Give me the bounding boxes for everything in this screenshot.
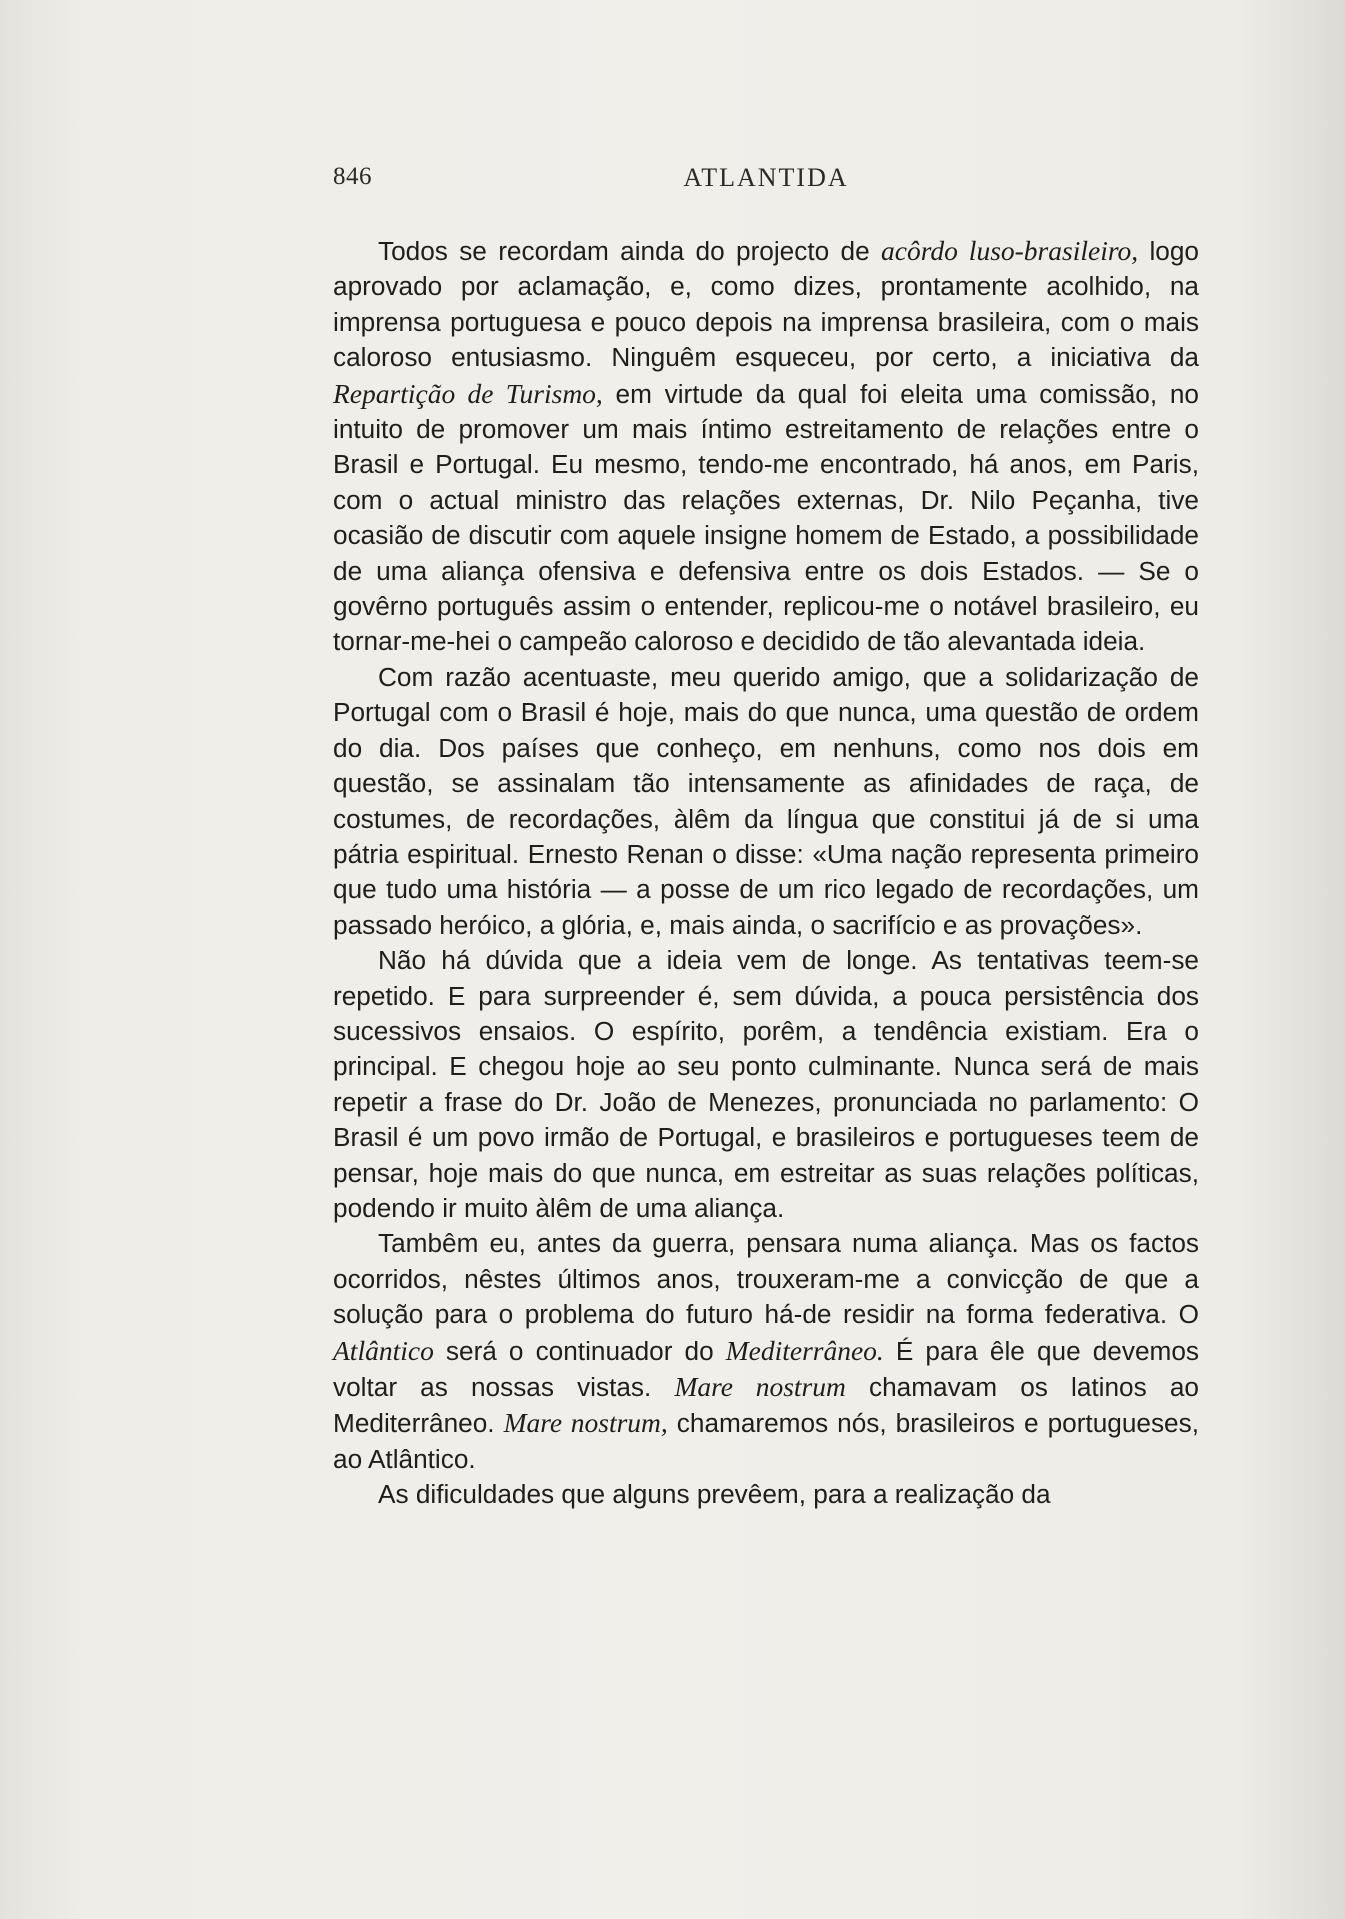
text-run: em virtude da qual foi eleita uma comissão, no intuito de promover um mais íntimo estreitamento de relações entre o Brasil e Portugal. Eu mesmo, tendo-me encontrado, há anos, em Paris, com o actual ministro das relações externas, Dr. Nilo Peçanha, tive ocasião de discutir com aquele insigne homem de Estado, a possibilidade de uma aliança ofensiva e defensiva entre os dois Estados. — Se o govêrno português assim o entender, replicou-me o notável brasileiro, eu tornar-me-hei o campeão caloroso e decidido de tão alevantada ideia. xyxy=(333,378,1199,657)
running-title: ATLANTIDA xyxy=(683,163,849,192)
text-run: Com razão acentuaste, meu querido amigo, que a solidarização de Portugal com o Brasil é hoje, mais do que nunca, uma questão de ordem do dia. Dos países que conheço, em nenhuns, como nos dois em questão, se assinalam tão intensamente as afinidades de raça, de costumes, de recordações, àlêm da língua que constitui já de si uma pátria espiritual. Ernesto Renan o disse: «Uma nação representa primeiro que tudo uma história — a posse de um rico legado de recordações, um passado heróico, a glória, e, mais ainda, o sacrifício e as provações». xyxy=(333,661,1199,940)
page-header xyxy=(333,163,1199,203)
text-run: Não há dúvida que a ideia vem de longe. As tentativas teem-se repetido. E para surpreender é, sem dúvida, a pouca persistência dos sucessivos ensaios. O espírito, porêm, a tendência existiam. Era o principal. E chegou hoje ao seu ponto culminante. Nunca será de mais repetir a frase do Dr. João de Menezes, pronunciada no parlamento: O Brasil é um povo irmão de Portugal, e brasileiros e portugueses teem de pensar, hoje mais do que nunca, em estreitar as suas relações políticas, podendo ir muito àlêm de uma aliança. xyxy=(333,945,1199,1223)
paragraph xyxy=(333,660,1199,943)
text-run: será o continuador do xyxy=(433,1335,726,1366)
paragraph xyxy=(333,233,1199,660)
paragraph xyxy=(333,1477,1199,1512)
text-run: As dificuldades que alguns prevêem, para a realização da xyxy=(378,1479,1051,1510)
text-run: logo aprovado por aclamação, e, como dizes, prontamente acolhido, na imprensa portuguesa e pouco depois na imprensa brasileira, com o mais caloroso entusiasmo. Ninguêm esqueceu, por certo, a iniciativa da xyxy=(333,236,1200,373)
paragraph xyxy=(333,1226,1199,1477)
italic-phrase: Mare nostrum, xyxy=(503,1407,668,1439)
italic-phrase: Mare nostrum xyxy=(674,1371,846,1402)
body-text xyxy=(333,233,1199,1513)
italic-phrase: Repartição de Turismo, xyxy=(333,377,603,409)
paragraph xyxy=(333,943,1199,1226)
text-run: Todos se recordam ainda do projecto de xyxy=(378,236,881,266)
text-run: É para êle que devemos voltar as nossas vistas. xyxy=(333,1335,1199,1402)
text-run: chamavam os latinos ao Mediterrâneo. xyxy=(333,1372,1199,1439)
page-number: 846 xyxy=(333,163,372,190)
text-run: Tambêm eu, antes da guerra, pensara numa aliança. Mas os factos ocorridos, nêstes últimos anos, trouxeram-me a convicção de que a solução para o problema do futuro há-de residir na forma federativa. O xyxy=(333,1228,1199,1330)
italic-phrase: Atlântico xyxy=(333,1334,434,1366)
italic-phrase: Mediterrâneo. xyxy=(725,1334,884,1366)
text-run: chamaremos nós, brasileiros e portugueses, ao Atlântico. xyxy=(333,1408,1199,1474)
italic-phrase: acôrdo luso-brasileiro, xyxy=(880,235,1139,266)
